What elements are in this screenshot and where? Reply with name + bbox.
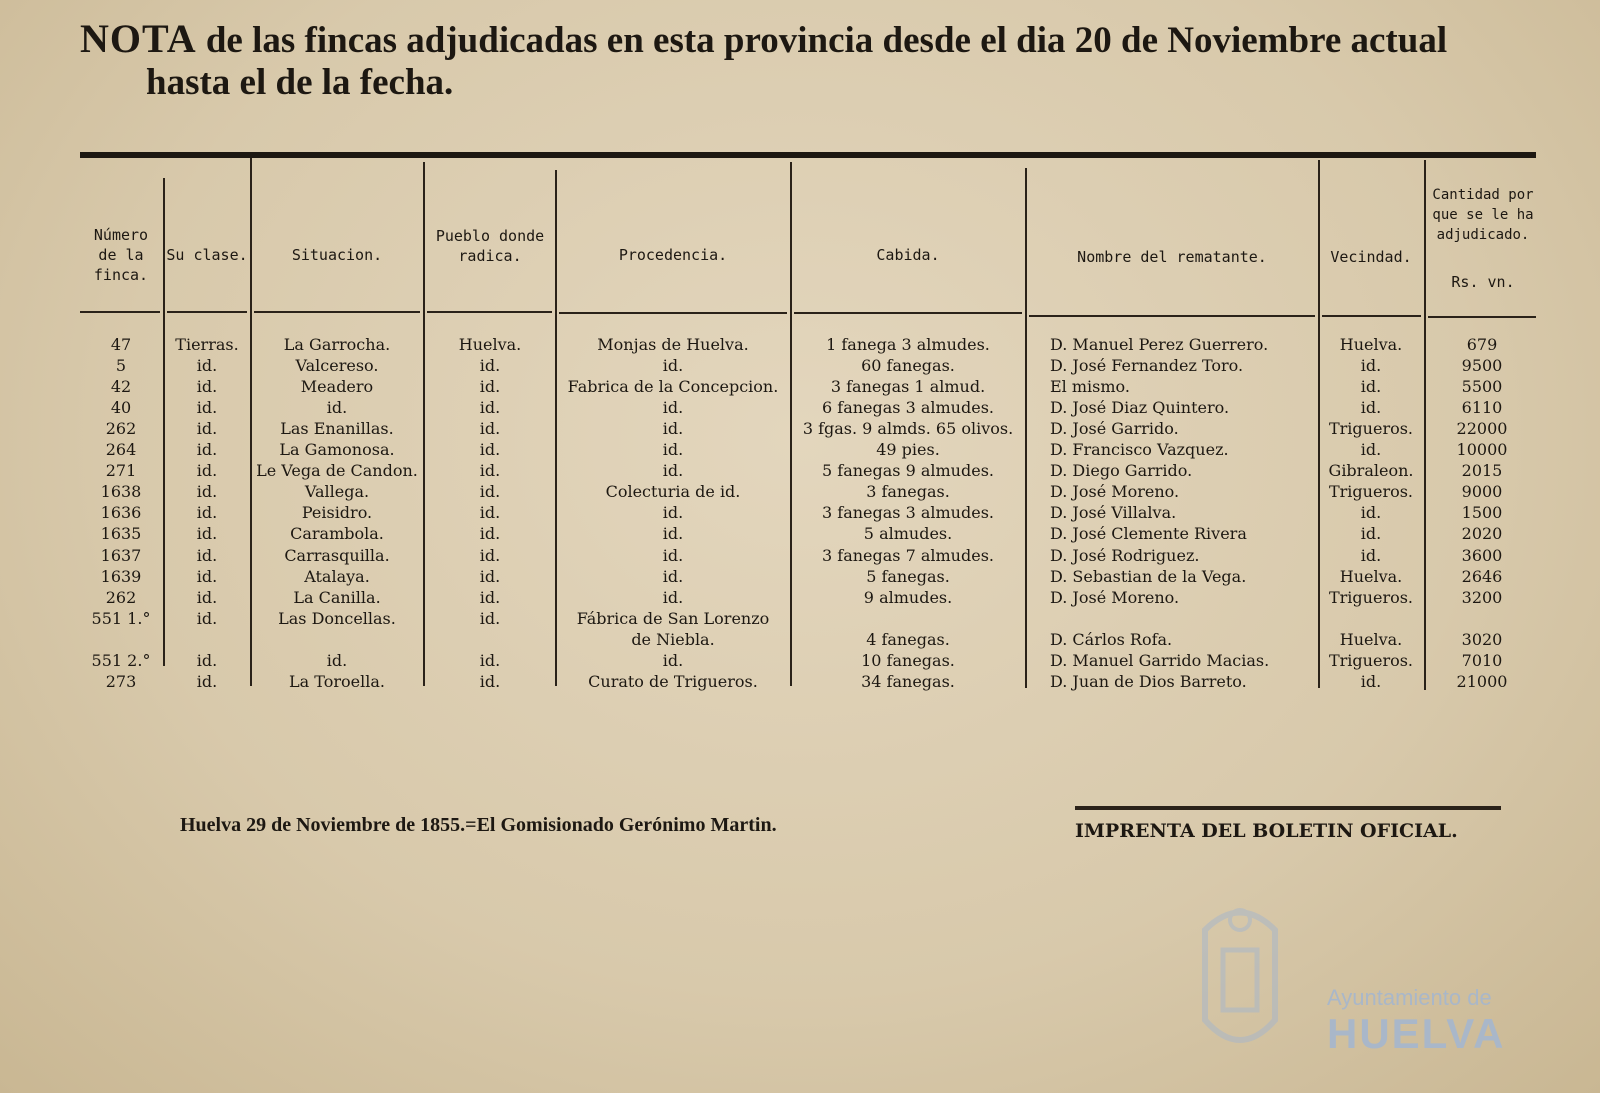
cell-vecindad: Trigueros.: [1328, 482, 1414, 501]
cell-procedencia: Fábrica de San Lorenzo: [576, 609, 770, 628]
table-row: [0, 650, 1600, 671]
cell-pueblo: id.: [479, 440, 501, 459]
cell-cabida: 5 fanegas 9 almudes.: [822, 461, 994, 480]
cell-clase: id.: [196, 588, 218, 607]
cell-numero: 551 2.°: [91, 651, 151, 670]
cell-procedencia: id.: [662, 588, 684, 607]
header-underline: [254, 311, 420, 313]
cell-clase: id.: [196, 482, 218, 501]
cell-clase: id.: [196, 524, 218, 543]
cell-procedencia: Colecturia de id.: [605, 482, 741, 501]
cell-cantidad: 21000: [1456, 672, 1508, 691]
title-line-2: hasta el de la fecha.: [146, 62, 454, 103]
cell-cantidad: 7010: [1461, 651, 1503, 670]
cell-numero: 42: [110, 377, 132, 396]
cell-procedencia: id.: [662, 567, 684, 586]
cell-rematante: D. José Moreno.: [1050, 482, 1180, 501]
header-procedencia: Procedencia.: [618, 246, 728, 264]
table-row: [0, 523, 1600, 544]
cell-numero: 1636: [100, 503, 142, 522]
header-underline: [1428, 316, 1536, 318]
cell-rematante: D. José Garrido.: [1050, 419, 1179, 438]
cell-cantidad: 3200: [1461, 588, 1503, 607]
cell-rematante: D. José Clemente Rivera: [1050, 524, 1247, 543]
table-row: [0, 418, 1600, 439]
cell-clase: id.: [196, 546, 218, 565]
cell-situacion: La Gamonosa.: [279, 440, 395, 459]
cell-pueblo: id.: [479, 419, 501, 438]
cell-vecindad: Huelva.: [1339, 630, 1403, 649]
document-title: [80, 18, 1540, 104]
header-underline: [794, 312, 1022, 314]
cell-cabida: 5 almudes.: [863, 524, 953, 543]
cell-cantidad: 6110: [1461, 398, 1503, 417]
cell-procedencia: id.: [662, 461, 684, 480]
cell-pueblo: id.: [479, 461, 501, 480]
cell-situacion: La Canilla.: [293, 588, 381, 607]
table-row: [0, 502, 1600, 523]
cell-numero: 273: [105, 672, 137, 691]
cell-numero: 1638: [100, 482, 142, 501]
cell-cabida: 1 fanega 3 almudes.: [826, 335, 990, 354]
cell-pueblo: id.: [479, 588, 501, 607]
cell-situacion: Carambola.: [290, 524, 384, 543]
table-top-rule: [80, 152, 1536, 158]
cell-numero: 1639: [100, 567, 142, 586]
cell-procedencia: id.: [662, 503, 684, 522]
header-underline: [559, 312, 787, 314]
cell-numero: 47: [110, 335, 132, 354]
cell-vecindad: id.: [1360, 398, 1382, 417]
cell-situacion: Las Doncellas.: [278, 609, 396, 628]
cell-cabida: 3 fanegas 3 almudes.: [822, 503, 994, 522]
table-row: [0, 566, 1600, 587]
cell-procedencia: Curato de Trigueros.: [588, 672, 758, 691]
cell-clase: id.: [196, 440, 218, 459]
cell-situacion: Le Vega de Candon.: [256, 461, 418, 480]
cell-cabida: 34 fanegas.: [861, 672, 955, 691]
header-unidad: Rs. vn.: [1451, 273, 1515, 291]
cell-procedencia: id.: [662, 651, 684, 670]
header-underline: [80, 311, 160, 313]
cell-vecindad: id.: [1360, 440, 1382, 459]
cell-vecindad: id.: [1360, 546, 1382, 565]
cell-cantidad: 2020: [1461, 524, 1503, 543]
cell-numero: 40: [110, 398, 132, 417]
header-rematante: Nombre del rematante.: [1077, 248, 1267, 266]
cell-cantidad: 22000: [1456, 419, 1508, 438]
cell-procedencia: Monjas de Huelva.: [597, 335, 749, 354]
table-row: [0, 334, 1600, 355]
cell-procedencia: de Niebla.: [631, 630, 715, 649]
cell-rematante: D. José Moreno.: [1050, 588, 1180, 607]
cell-rematante: El mismo.: [1050, 377, 1130, 396]
cell-pueblo: id.: [479, 672, 501, 691]
cell-rematante: D. José Villalva.: [1050, 503, 1177, 522]
header-pueblo: Pueblo donde radica.: [435, 227, 545, 265]
header-underline: [427, 311, 552, 313]
cell-vecindad: id.: [1360, 377, 1382, 396]
cell-cantidad: 10000: [1456, 440, 1508, 459]
header-situacion: Situacion.: [291, 246, 383, 264]
cell-rematante: D. Sebastian de la Vega.: [1050, 567, 1247, 586]
watermark-line-2: HUELVA: [1327, 1010, 1506, 1057]
header-underline: [1322, 315, 1421, 317]
cell-cantidad: 1500: [1461, 503, 1503, 522]
cell-pueblo: id.: [479, 482, 501, 501]
cell-cabida: 60 fanegas.: [861, 356, 955, 375]
cell-vecindad: Huelva.: [1339, 335, 1403, 354]
cell-clase: id.: [196, 567, 218, 586]
footer-printer: IMPRENTA DEL BOLETIN OFICIAL.: [1075, 820, 1458, 842]
cell-cantidad: 3600: [1461, 546, 1503, 565]
cell-pueblo: Huelva.: [458, 335, 522, 354]
title-line-1-text: de las fincas adjudicadas en esta provincia desde el dia 20 de Noviembre actual: [205, 20, 1448, 61]
cell-clase: id.: [196, 398, 218, 417]
cell-rematante: D. Juan de Dios Barreto.: [1050, 672, 1247, 691]
printer-rule: [1075, 806, 1501, 810]
cell-clase: id.: [196, 377, 218, 396]
cell-clase: id.: [196, 419, 218, 438]
cell-cantidad: 2646: [1461, 567, 1503, 586]
cell-vecindad: id.: [1360, 524, 1382, 543]
table-row: [0, 397, 1600, 418]
cell-pueblo: id.: [479, 651, 501, 670]
cell-rematante: D. José Diaz Quintero.: [1050, 398, 1230, 417]
cell-cabida: 3 fanegas 7 almudes.: [822, 546, 994, 565]
cell-clase: id.: [196, 672, 218, 691]
cell-situacion: Carrasquilla.: [284, 546, 390, 565]
header-underline: [1029, 315, 1315, 317]
cell-numero: 262: [105, 588, 137, 607]
cell-situacion: id.: [326, 651, 348, 670]
cell-clase: id.: [196, 651, 218, 670]
cell-rematante: D. Francisco Vazquez.: [1050, 440, 1229, 459]
cell-clase: id.: [196, 503, 218, 522]
cell-numero: 1637: [100, 546, 142, 565]
cell-pueblo: id.: [479, 524, 501, 543]
cell-numero: 5: [115, 356, 127, 375]
cell-pueblo: id.: [479, 398, 501, 417]
header-vecindad: Vecindad.: [1330, 248, 1412, 266]
cell-situacion: Atalaya.: [304, 567, 370, 586]
table-row: [0, 629, 1600, 650]
cell-pueblo: id.: [479, 356, 501, 375]
cell-cabida: 3 fgas. 9 almds. 65 olivos.: [802, 419, 1014, 438]
cell-situacion: Valcereso.: [295, 356, 379, 375]
table-row: [0, 439, 1600, 460]
cell-pueblo: id.: [479, 567, 501, 586]
cell-rematante: D. Manuel Perez Guerrero.: [1050, 335, 1269, 354]
cell-cabida: 49 pies.: [876, 440, 940, 459]
header-clase: Su clase.: [166, 246, 248, 264]
cell-vecindad: Trigueros.: [1328, 651, 1414, 670]
cell-cantidad: 5500: [1461, 377, 1503, 396]
cell-vecindad: id.: [1360, 356, 1382, 375]
cell-procedencia: Fabrica de la Concepcion.: [567, 377, 779, 396]
cell-cabida: 6 fanegas 3 almudes.: [822, 398, 994, 417]
table-row: [0, 460, 1600, 481]
cell-cabida: 3 fanegas 1 almud.: [830, 377, 986, 396]
cell-clase: Tierras.: [175, 335, 239, 354]
header-numero: Número de la finca.: [93, 226, 149, 284]
cell-procedencia: id.: [662, 524, 684, 543]
cell-cantidad: 9000: [1461, 482, 1503, 501]
cell-procedencia: id.: [662, 419, 684, 438]
cell-rematante: D. Manuel Garrido Macias.: [1050, 651, 1270, 670]
cell-rematante: D. Cárlos Rofa.: [1050, 630, 1173, 649]
cell-cabida: 3 fanegas.: [866, 482, 950, 501]
cell-cabida: 5 fanegas.: [866, 567, 950, 586]
title-line-1: [80, 18, 1540, 62]
table-row: [0, 376, 1600, 397]
cell-vecindad: id.: [1360, 503, 1382, 522]
cell-pueblo: id.: [479, 546, 501, 565]
cell-pueblo: id.: [479, 609, 501, 628]
header-cabida: Cabida.: [876, 246, 940, 264]
header-cantidad: Cantidad por que se le ha adjudicado.: [1432, 187, 1534, 243]
cell-situacion: Peisidro.: [301, 503, 373, 522]
cell-vecindad: Trigueros.: [1328, 419, 1414, 438]
cell-procedencia: id.: [662, 546, 684, 565]
cell-cantidad: 679: [1466, 335, 1498, 354]
cell-numero: 264: [105, 440, 137, 459]
table-row: [0, 608, 1600, 629]
cell-numero: 262: [105, 419, 137, 438]
cell-cantidad: 3020: [1461, 630, 1503, 649]
cell-cantidad: 9500: [1461, 356, 1503, 375]
cell-clase: id.: [196, 461, 218, 480]
cell-vecindad: Huelva.: [1339, 567, 1403, 586]
cell-cabida: 10 fanegas.: [861, 651, 955, 670]
cell-numero: 1635: [100, 524, 142, 543]
cell-cantidad: 2015: [1461, 461, 1503, 480]
cell-pueblo: id.: [479, 377, 501, 396]
cell-rematante: D. José Rodriguez.: [1050, 546, 1200, 565]
table-row: [0, 587, 1600, 608]
cell-procedencia: id.: [662, 356, 684, 375]
table-row: [0, 481, 1600, 502]
cell-cabida: 9 almudes.: [863, 588, 953, 607]
cell-situacion: La Garrocha.: [283, 335, 391, 354]
cell-procedencia: id.: [662, 398, 684, 417]
cell-clase: id.: [196, 356, 218, 375]
table-row: [0, 671, 1600, 692]
cell-situacion: Meadero: [300, 377, 374, 396]
cell-vecindad: Trigueros.: [1328, 588, 1414, 607]
cell-rematante: D. José Fernandez Toro.: [1050, 356, 1244, 375]
title-lead: NOTA: [80, 16, 197, 61]
cell-numero: 551 1.°: [91, 609, 151, 628]
table-row: [0, 545, 1600, 566]
cell-clase: id.: [196, 609, 218, 628]
cell-situacion: Vallega.: [304, 482, 370, 501]
cell-situacion: Las Enanillas.: [280, 419, 394, 438]
cell-vecindad: id.: [1360, 672, 1382, 691]
cell-situacion: La Toroella.: [289, 672, 385, 691]
cell-pueblo: id.: [479, 503, 501, 522]
watermark-line-1: Ayuntamiento de: [1327, 985, 1492, 1010]
table-row: [0, 355, 1600, 376]
cell-cabida: 4 fanegas.: [866, 630, 950, 649]
cell-rematante: D. Diego Garrido.: [1050, 461, 1193, 480]
footer-signature: Huelva 29 de Noviembre de 1855.=El Gomisionado Gerónimo Martin.: [180, 814, 777, 836]
cell-procedencia: id.: [662, 440, 684, 459]
cell-vecindad: Gibraleon.: [1328, 461, 1414, 480]
cell-numero: 271: [105, 461, 137, 480]
cell-situacion: id.: [326, 398, 348, 417]
header-underline: [167, 311, 247, 313]
